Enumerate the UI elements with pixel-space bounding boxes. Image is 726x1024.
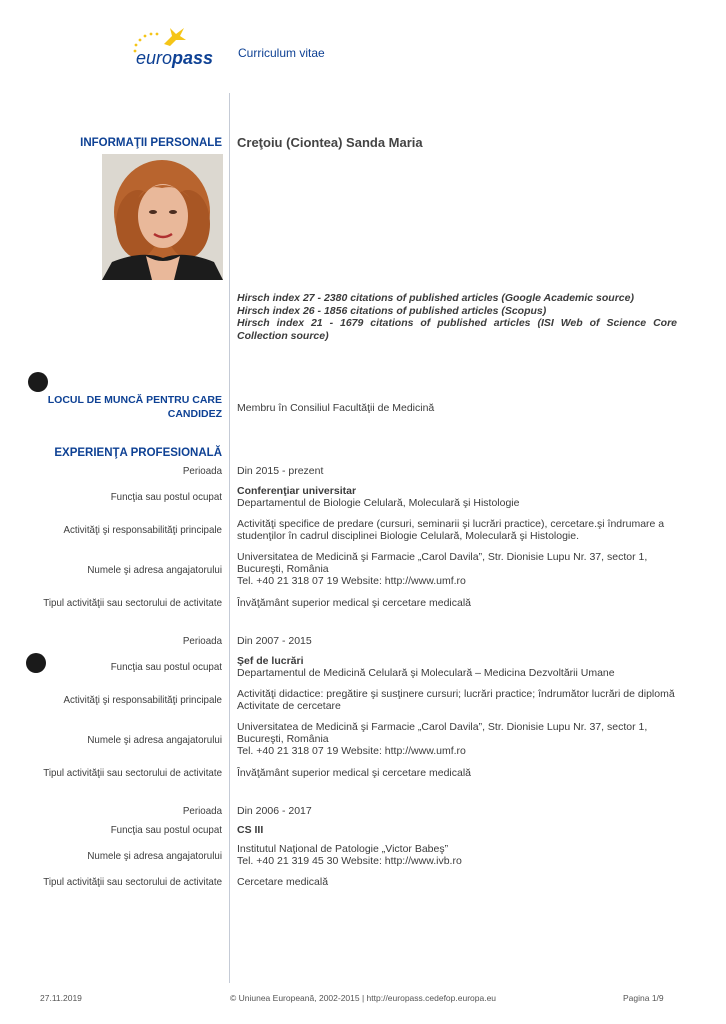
entry-activities: Activităţi didactice: pregătire şi susţinere cursuri; lucrări practice; îndrumător lucrări de diplomă Activitate de cercetare bbox=[237, 688, 675, 712]
entry-department: Departamentul de Biologie Celulară, Moleculară şi Histologie bbox=[237, 497, 520, 509]
label-function: Funcţia sau postul ocupat bbox=[110, 661, 222, 673]
footer-page-number: Pagina 1/9 bbox=[623, 993, 664, 1003]
entry-period: Din 2006 - 2017 bbox=[237, 805, 312, 817]
document-title: Curriculum vitae bbox=[238, 46, 325, 60]
section-title-experience: EXPERIENŢA PROFESIONALĂ bbox=[54, 447, 222, 459]
hirsch-line: Hirsch index 26 - 1856 citations of published articles (Scopus) bbox=[237, 304, 547, 317]
hirsch-indices bbox=[237, 292, 677, 342]
label-period: Perioada bbox=[182, 465, 222, 477]
entry-title: CS III bbox=[237, 824, 264, 836]
section-title-personal: INFORMAŢII PERSONALE bbox=[80, 137, 222, 149]
section-title-job-applied: LOCUL DE MUNCĂ PENTRU CARE CANDIDEZ bbox=[47, 394, 222, 420]
entry-activities: Activităţi specifice de predare (cursuri, seminarii şi lucrări practice), cercetare.şi îndrumare a studenţilor în cadrul disciplinei Biologie Celulară, Moleculară şi Histologie. bbox=[237, 518, 665, 542]
entry-function bbox=[237, 655, 675, 679]
entry-sector: Învăţământ superior medical şi cercetare medicală bbox=[237, 767, 472, 779]
entry-employer: Universitatea de Medicină şi Farmacie „Carol Davila”, Str. Dionisie Lupu Nr. 37, sector 1, Bucureşti, România Tel. +40 21 318 07 19 Website: http://www.umf.ro bbox=[237, 551, 648, 587]
label-period: Perioada bbox=[182, 635, 222, 647]
entry-period: Din 2007 - 2015 bbox=[237, 635, 312, 647]
footer-date: 27.11.2019 bbox=[40, 993, 82, 1003]
entry-period: Din 2015 - prezent bbox=[237, 465, 324, 477]
label-function: Funcţia sau postul ocupat bbox=[110, 491, 222, 503]
label-activities: Activităţi şi responsabilităţi principale bbox=[63, 524, 222, 536]
label-function: Funcţia sau postul ocupat bbox=[110, 824, 222, 836]
label-period: Perioada bbox=[182, 805, 222, 817]
logo-text-pass: pass bbox=[172, 48, 214, 68]
footer-copyright: © Uniunea Europeană, 2002-2015 | http://europass.cedefop.europa.eu bbox=[230, 993, 497, 1003]
europass-logo bbox=[126, 24, 216, 72]
entry-title: Conferenţiar universitar bbox=[237, 485, 357, 497]
entry-employer: Institutul Naţional de Patologie „Victor Babeş” Tel. +40 21 319 45 30 Website: http://www.ivb.ro bbox=[237, 843, 462, 867]
job-applied-value: Membru în Consiliul Facultăţii de Medicină bbox=[237, 402, 435, 414]
punch-hole-mark bbox=[28, 372, 48, 392]
logo-text-euro: euro bbox=[136, 48, 173, 68]
entry-title: Şef de lucrări bbox=[237, 655, 304, 667]
label-sector: Tipul activităţii sau sectorului de activitate bbox=[43, 597, 222, 609]
entry-sector: Învăţământ superior medical şi cercetare medicală bbox=[237, 597, 472, 609]
entry-function bbox=[237, 485, 675, 509]
profile-photo bbox=[102, 154, 223, 280]
label-sector: Tipul activităţii sau sectorului de activitate bbox=[43, 767, 222, 779]
entry-sector: Cercetare medicală bbox=[237, 876, 329, 888]
label-activities: Activităţi şi responsabilităţi principale bbox=[63, 694, 222, 706]
person-name: Creţoiu (Ciontea) Sanda Maria bbox=[237, 135, 423, 150]
hirsch-line: Hirsch index 27 - 2380 citations of published articles (Google Academic source) bbox=[237, 292, 634, 304]
hirsch-line: Hirsch index 21 - 1679 citations of published articles (ISI Web of Science Core Collection source) bbox=[237, 317, 677, 342]
column-divider bbox=[229, 93, 230, 983]
label-sector: Tipul activităţii sau sectorului de activitate bbox=[43, 876, 222, 888]
entry-department: Departamentul de Medicină Celulară şi Moleculară – Medicina Dezvoltării Umane bbox=[237, 667, 615, 679]
label-employer: Numele şi adresa angajatorului bbox=[87, 564, 222, 576]
entry-employer: Universitatea de Medicină şi Farmacie „Carol Davila”, Str. Dionisie Lupu Nr. 37, sector 1, Bucureşti, România Tel. +40 21 318 07 19 Website: http://www.umf.ro bbox=[237, 721, 648, 757]
label-employer: Numele şi adresa angajatorului bbox=[87, 850, 222, 862]
label-employer: Numele şi adresa angajatorului bbox=[87, 734, 222, 746]
